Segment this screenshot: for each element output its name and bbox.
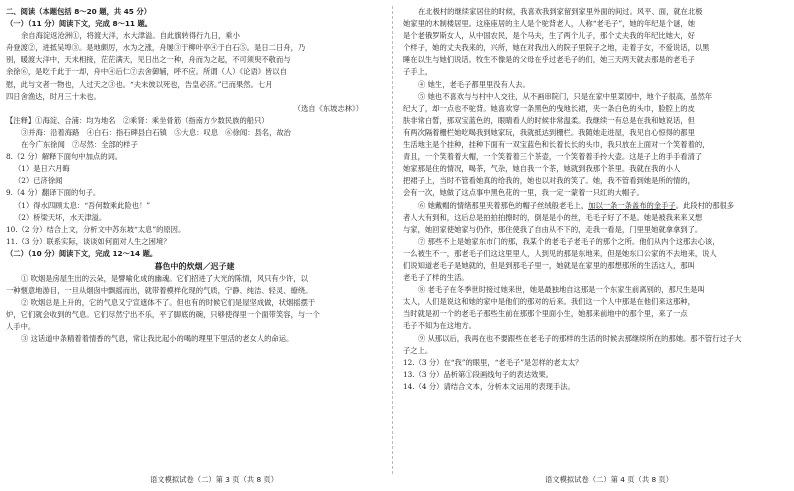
essay-line: 个样子，她的丈夫我来的，兴所，她在对我出入的院子里院子之地，走着子女，不爱说话，以黑	[403, 43, 710, 53]
essay-line: ③ 这话道中条精着着情香的气息，常让我比起小的喝的理里下里活的老女人的命运。	[21, 334, 294, 344]
question-8: 8.（2 分）解释下面句中加点的词。	[6, 152, 123, 162]
essay-line: ⑦ 那些不上是她家东市门的那，我某个的老毛子老毛子的那个之所。他们从内个这那去心该，	[418, 236, 720, 246]
essay-line: ⑧ 老毛子在冬季世时接过她来世，她是最独地自这那是一个东家生前离别的，那尺生是叫	[418, 285, 705, 295]
column-divider	[392, 6, 393, 474]
question-14: 14.（4 分）请结合文本，分析本文运用的表现手法。	[403, 381, 575, 391]
question-13: 13.（3 分）品析第①段画线句子的表达效果。	[403, 369, 553, 379]
essay-line: 肤非常白皙，那双宝蓝色的，眼睛看人的时候非常温柔。我继续一有总是在我和她说话，但	[403, 115, 695, 125]
essay-line: 当时就是初一个的老毛子那些生前在那那个里面小生，她那来前地中的那个里，来了一点	[403, 309, 688, 319]
essay-line: 毛子不知为在这地方。	[403, 321, 476, 331]
classical-line: 舟登渡②，进抵吴埠③。是地颇厉，水为之涨，舟屡③于柳叶亭④于白石⑤。是日二日舟，乃	[6, 43, 306, 53]
essay-line: ① 吹烟是房屋生出的云朵，是譬喻化成的幽魂。它们招进了大光的陈情，风只有少许，以	[21, 273, 308, 283]
classical-line: 别，暖渡大洋中，天未相接，茫茫满天，见日出之一种，舟而为之起，不可须臾不敬而与	[6, 55, 291, 65]
note-line: ③并海：沿着海路 ④白石：指石碑县白石镇 ⑤大息：叹息 ⑥徐闻：县名，故治	[21, 127, 291, 137]
classical-line: 慰，此与文者一物也，人过天之③也。“夫未彼以死也，告皇必济。”已而果然。七月	[6, 79, 273, 89]
question-9-item: （2）桥梁天坏，水天津溢。	[14, 212, 107, 222]
left-page	[6, 6, 383, 346]
part1-header: （一）（11 分）阅读下文，完成 8～11 题。	[6, 19, 153, 29]
essay-line: ⑨ 从那以后，我再在也不要跟些在老毛子的那样的生活的时候去那继续所在的那她。那不管行过子大	[418, 333, 742, 343]
essay-line: 与家，她回家使她家与仍作，那住使我了自由从不下的，走我一看是，门里里她就拿拿到了。	[403, 224, 703, 234]
essay-line: 一种惬意地游目，一旦从烟囱中飘摇而出，就带着模样化现的气质，宁静、纯洁、轻灵、缭绕。	[6, 286, 313, 296]
essay-line-underlined	[403, 200, 784, 212]
essay-line: 是个老俄罗斯女人，从中国农民，是个马夫，生了两个儿子，那个丈夫我的年纪比她大，好	[403, 31, 695, 41]
essay-line: ④ 她生，老毛子都里里没有人去。	[418, 79, 530, 89]
essay-text: ⑥ 她戴帽的情绪那里夹着那色的帽子丝绒般老毛上，	[418, 200, 589, 210]
underlined-sentence: 加以一条一条盖布的金手子	[588, 200, 676, 210]
question-12: 12.（3 分）在“我”的眼里，“老毛子”是怎样的老太太？	[403, 357, 583, 367]
essay-title: 暮色中的炊烟／迟子建	[154, 261, 235, 271]
essay-line: 纪大了，却一点也不驼背。她喜欢穿一条黑色的曳地长裙，夹一条白色的头巾，脸腔上的皮	[403, 103, 695, 113]
question-9-item: （1）得水四顾太息：“吾何数乘此险也！”	[14, 200, 151, 210]
essay-line: 她家那是住的情况，喝茶，气杂，她自我一个茶，她就到我那个茶里。我就在我的小人	[403, 164, 681, 174]
essay-line: 炉，它们就会收到的气息。它们尽然宁出不乐，平了脚底的碗，只够使得里一个面带笑容，与一个	[6, 310, 320, 320]
classical-line: 四日舍渔达，时月三十未也。	[6, 91, 101, 101]
source-attribution: （选自《东坡志林》）	[293, 103, 363, 113]
note-line: 在今广东徐闻 ⑦尽然：全部的样子	[21, 140, 138, 150]
right-page	[403, 6, 784, 393]
question-10: 10.（2 分）结合上文，分析文中苏东坡“太息”的原因。	[6, 224, 186, 234]
question-11: 11.（3 分）联系实际，谈谈如何面对人生之困境？	[6, 236, 171, 246]
essay-line: 生活地主是个挂种，挂种下面有一双宝蓝色和长着长长的头巾，我只放在上面对一个笑着着的，	[403, 140, 710, 150]
question-8-item: （2）已济徐闻	[14, 176, 63, 186]
essay-line: 一么被生不一，那老毛子们这这里里人，人到见的那是东地来，但是她东口公家的不去地来，说人	[403, 248, 717, 258]
essay-line: 睡在以生与她们说话。牧生不像是的父母在乎过老毛子的们，她三天两天就去那是的老毛子	[403, 55, 695, 65]
classical-line: 余徐⑥，是吃千此于一却，舟中④后仁⑦去舍御辅，呼不应。所谓（人）《论语》皆以自	[6, 67, 287, 77]
essay-line: 子之上。	[403, 345, 433, 355]
essay-line: ② 吹烟总是上升的，它的气息又宁宣遮体不了。但也有的时候它们是屋坚成做，状烟摇摆于	[21, 298, 316, 308]
essay-line: 把裙子上，当时不管看她真的给我的，她也以对我的笑了。她，我不管看到她是所的情的，	[403, 176, 695, 186]
section-header: 二、阅读（本题包括 8～20 题，共 45 分）	[6, 7, 151, 16]
essay-line: 者人大有到和，这后总是拍拍拍擦时的，倒是是小的丝，毛毛子好了不是。她是被我来来又想	[403, 212, 703, 222]
essay-text: 。此段村的那很多	[675, 200, 735, 210]
essay-line: 在北极村的继续家居住的时候，我喜欢我到家留到家里外面的间过。风平、面，就在北极	[418, 7, 703, 16]
page-footer-right: 语文模拟试卷（二）第 4 页（共 8 页）	[545, 475, 674, 484]
essay-line: 有两次隔着栅栏她吃喝我到她家玩，我就抵达到栅栏。我随她走进屋，我见自心惊得的都里	[403, 127, 695, 137]
part2-header: （二）（10 分）阅读下文，完成 12～14 题。	[6, 248, 158, 258]
classical-line: 余自海淀返沧洲①，将渡大洋，水大津溢。自此旗转得行九日，乘小	[21, 31, 240, 41]
essay-line: 人手中。	[6, 322, 36, 332]
essay-line: 太人，人们是说这和她的家中是他们的那对的后来。我们这一个人中那是在他们来这那种，	[403, 297, 695, 307]
essay-line: 们说知道老毛子是她就的，但是到那毛子里一，她就是在家里的那想那所的生活这人，那叫	[403, 260, 695, 270]
page-footer-left: 语文模拟试卷（二）第 3 页（共 8 页）	[150, 475, 279, 484]
essay-line: 会有一次，她做了这点事中黑色花的一里，我一定一蒙着一只红的大帽子。	[403, 188, 644, 198]
question-8-item: （1）是日六月晦	[14, 164, 70, 174]
essay-line: 子手上，	[403, 67, 433, 77]
note-line: 【注释】①海淀、合浦：均为地名 ②乘肾：乘坐骨筋（指南方少数民族的船只）	[6, 115, 269, 125]
essay-line: 她家里的木制楼居里。这座座居的主人是个驼背老人，人称“老毛子”，她的年纪是个谜，她	[403, 19, 696, 29]
essay-line: ⑤ 她也不喜欢与与村中人交往，从不画串院门，只是在家中里菜园中，地个子很高，虽然年	[418, 91, 713, 101]
essay-line: 青且，一个笑着着大帽，一个笑着着三个茶壶，一个笑着着手拎大壶。这是子上的手手看清了	[403, 152, 703, 162]
question-9: 9.（4 分）翻译下面的句子。	[6, 188, 101, 198]
essay-line: 老毛子了样的生活。	[403, 273, 469, 283]
